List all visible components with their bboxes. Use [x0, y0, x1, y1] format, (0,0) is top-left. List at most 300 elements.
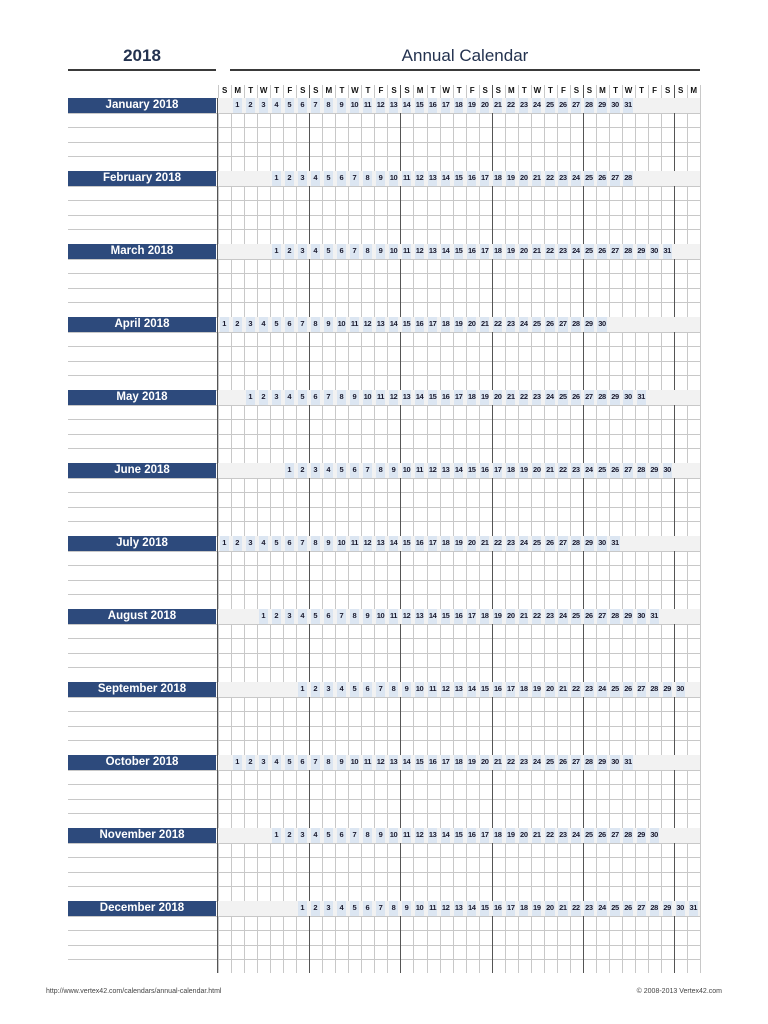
day-cell: 13	[415, 609, 424, 624]
day-cell: 24	[571, 828, 580, 843]
day-cell: 30	[610, 98, 619, 113]
day-cell: 10	[337, 536, 346, 551]
day-cell: 6	[324, 609, 333, 624]
grid-row-line	[68, 799, 700, 800]
day-cell: 7	[376, 682, 385, 697]
day-cell: 29	[610, 390, 619, 405]
day-cell: 25	[532, 536, 541, 551]
day-cell: 8	[337, 390, 346, 405]
weekday-header: T	[521, 86, 527, 95]
day-cell: 7	[311, 755, 320, 770]
day-cell: 29	[663, 682, 672, 697]
day-cell: 25	[545, 98, 554, 113]
day-cell: 2	[285, 828, 294, 843]
weekday-header: S	[678, 86, 684, 95]
day-cell: 6	[285, 317, 294, 332]
weekday-header: S	[300, 86, 306, 95]
day-cell: 4	[311, 244, 320, 259]
day-cell: 10	[389, 171, 398, 186]
day-cell: 31	[610, 536, 619, 551]
day-cell: 25	[558, 390, 567, 405]
day-cell: 11	[363, 755, 372, 770]
weekday-header: W	[351, 86, 359, 95]
day-cell: 7	[350, 244, 359, 259]
day-cell: 28	[610, 609, 619, 624]
day-cell: 29	[637, 244, 646, 259]
day-cell: 8	[376, 463, 385, 478]
day-cell: 20	[519, 828, 528, 843]
day-cell: 1	[272, 171, 281, 186]
day-cell: 2	[285, 171, 294, 186]
day-cell: 16	[467, 171, 476, 186]
day-cell: 11	[415, 463, 424, 478]
day-cell: 15	[402, 317, 411, 332]
day-cell: 21	[506, 390, 515, 405]
day-cell: 27	[558, 317, 567, 332]
day-cell: 19	[467, 98, 476, 113]
weekday-header: S	[482, 86, 488, 95]
month-label: December 2018	[68, 901, 216, 916]
grid-row-line	[68, 521, 700, 522]
day-cell: 13	[376, 317, 385, 332]
day-cell: 9	[389, 463, 398, 478]
day-cell: 2	[246, 755, 255, 770]
day-cell: 3	[272, 390, 281, 405]
day-cell: 17	[493, 463, 502, 478]
day-cell: 28	[584, 98, 593, 113]
day-cell: 30	[637, 609, 646, 624]
day-cell: 9	[337, 755, 346, 770]
weekday-header: M	[416, 86, 424, 95]
day-cell: 24	[571, 244, 580, 259]
day-cell: 27	[637, 682, 646, 697]
day-cell: 21	[480, 317, 489, 332]
day-cell: 23	[558, 244, 567, 259]
day-cell: 31	[623, 98, 632, 113]
day-cell: 29	[597, 98, 606, 113]
day-cell: 2	[246, 98, 255, 113]
day-cell: 26	[545, 536, 554, 551]
grid-row-line	[68, 638, 700, 639]
day-cell: 9	[402, 901, 411, 916]
day-cell: 22	[545, 244, 554, 259]
day-cell: 25	[610, 682, 619, 697]
day-cell: 26	[584, 609, 593, 624]
day-cell: 21	[519, 609, 528, 624]
day-cell: 14	[389, 317, 398, 332]
day-cell: 14	[441, 171, 450, 186]
day-cell: 1	[259, 609, 268, 624]
day-cell: 5	[324, 244, 333, 259]
day-cell: 15	[480, 901, 489, 916]
day-cell: 29	[663, 901, 672, 916]
day-cell: 6	[337, 828, 346, 843]
day-cell: 12	[441, 682, 450, 697]
day-cell: 21	[493, 755, 502, 770]
day-cell: 9	[324, 536, 333, 551]
day-cell: 20	[545, 901, 554, 916]
day-cell: 9	[376, 828, 385, 843]
day-cell: 25	[597, 463, 606, 478]
month-label: February 2018	[68, 171, 216, 186]
weekday-header: S	[573, 86, 580, 95]
day-cell: 26	[623, 901, 632, 916]
day-cell: 12	[415, 244, 424, 259]
day-cell: 31	[689, 901, 698, 916]
day-cell: 3	[285, 609, 294, 624]
day-cell: 23	[558, 828, 567, 843]
day-cell: 14	[454, 463, 463, 478]
day-cell: 24	[545, 390, 554, 405]
day-cell: 18	[493, 828, 502, 843]
day-cell: 5	[272, 317, 281, 332]
day-cell: 14	[467, 901, 476, 916]
day-cell: 10	[350, 98, 359, 113]
day-cell: 23	[571, 463, 580, 478]
day-cell: 18	[441, 317, 450, 332]
day-cell: 10	[415, 682, 424, 697]
day-cell: 26	[597, 171, 606, 186]
day-cell: 16	[415, 317, 424, 332]
month-label: August 2018	[68, 609, 216, 624]
day-cell: 18	[493, 171, 502, 186]
day-cell: 26	[558, 755, 567, 770]
grid-row-line	[68, 419, 700, 420]
day-cell: 19	[454, 536, 463, 551]
day-cell: 7	[324, 390, 333, 405]
day-cell: 14	[467, 682, 476, 697]
grid-row-line	[68, 813, 700, 814]
day-cell: 2	[298, 463, 307, 478]
day-cell: 16	[441, 390, 450, 405]
day-cell: 6	[350, 463, 359, 478]
day-cell: 18	[480, 609, 489, 624]
weekday-header: F	[560, 86, 566, 95]
weekday-header: M	[325, 86, 333, 95]
day-cell: 8	[324, 755, 333, 770]
day-cell: 15	[428, 390, 437, 405]
day-cell: 22	[519, 390, 528, 405]
weekday-header: F	[378, 86, 384, 95]
day-cell: 12	[376, 98, 385, 113]
day-cell: 22	[506, 755, 515, 770]
day-cell: 17	[480, 828, 489, 843]
day-cell: 17	[441, 755, 450, 770]
day-cell: 15	[415, 755, 424, 770]
day-cell: 24	[519, 317, 528, 332]
day-cell: 25	[610, 901, 619, 916]
day-cell: 10	[363, 390, 372, 405]
day-cell: 18	[493, 244, 502, 259]
day-cell: 27	[597, 609, 606, 624]
day-cell: 24	[597, 682, 606, 697]
grid-row-line	[68, 565, 700, 566]
day-cell: 18	[454, 98, 463, 113]
day-cell: 3	[324, 682, 333, 697]
day-cell: 20	[519, 171, 528, 186]
weekday-header: S	[313, 86, 319, 95]
day-cell: 17	[480, 171, 489, 186]
day-cell: 4	[259, 317, 268, 332]
day-cell: 26	[558, 98, 567, 113]
day-cell: 3	[246, 317, 255, 332]
day-cell: 11	[363, 98, 372, 113]
day-cell: 3	[311, 463, 320, 478]
day-cell: 27	[610, 828, 619, 843]
day-cell: 15	[480, 682, 489, 697]
day-cell: 19	[493, 609, 502, 624]
day-cell: 9	[350, 390, 359, 405]
day-cell: 17	[480, 244, 489, 259]
day-cell: 26	[610, 463, 619, 478]
grid-row-line	[68, 930, 700, 931]
day-cell: 2	[272, 609, 281, 624]
day-cell: 26	[623, 682, 632, 697]
day-cell: 7	[311, 98, 320, 113]
weekday-header: T	[639, 86, 645, 95]
day-cell: 4	[337, 901, 346, 916]
day-cell: 1	[233, 755, 242, 770]
day-cell: 19	[506, 828, 515, 843]
day-cell: 14	[441, 244, 450, 259]
day-cell: 8	[363, 244, 372, 259]
year-title: 2018	[68, 46, 216, 71]
weekday-header: S	[391, 86, 397, 95]
day-cell: 12	[389, 390, 398, 405]
day-cell: 20	[480, 98, 489, 113]
day-cell: 6	[298, 98, 307, 113]
weekday-header: M	[507, 86, 515, 95]
day-cell: 11	[428, 901, 437, 916]
day-cell: 20	[545, 682, 554, 697]
day-cell: 20	[467, 317, 476, 332]
day-cell: 10	[402, 463, 411, 478]
day-cell: 3	[246, 536, 255, 551]
day-cell: 28	[623, 244, 632, 259]
day-cell: 6	[363, 901, 372, 916]
grid-row-line	[68, 156, 700, 157]
day-cell: 26	[597, 828, 606, 843]
day-cell: 9	[376, 171, 385, 186]
day-cell: 31	[637, 390, 646, 405]
day-cell: 6	[311, 390, 320, 405]
day-cell: 26	[597, 244, 606, 259]
weekday-header: T	[365, 86, 371, 95]
day-cell: 14	[389, 536, 398, 551]
day-cell: 17	[428, 536, 437, 551]
day-cell: 10	[337, 317, 346, 332]
day-cell: 28	[650, 682, 659, 697]
day-cell: 15	[467, 463, 476, 478]
day-cell: 1	[272, 244, 281, 259]
day-cell: 4	[311, 171, 320, 186]
grid-row-line	[68, 448, 700, 449]
day-cell: 30	[650, 244, 659, 259]
day-cell: 16	[467, 244, 476, 259]
day-cell: 22	[532, 609, 541, 624]
day-cell: 9	[402, 682, 411, 697]
grid-column-line	[700, 85, 701, 973]
day-cell: 28	[623, 171, 632, 186]
day-cell: 23	[558, 171, 567, 186]
day-cell: 17	[428, 317, 437, 332]
day-cell: 30	[597, 317, 606, 332]
day-cell: 19	[480, 390, 489, 405]
day-cell: 21	[558, 901, 567, 916]
day-cell: 21	[532, 171, 541, 186]
day-cell: 4	[298, 609, 307, 624]
day-cell: 1	[298, 901, 307, 916]
day-cell: 23	[506, 536, 515, 551]
day-cell: 13	[454, 682, 463, 697]
day-cell: 24	[584, 463, 593, 478]
day-cell: 8	[363, 828, 372, 843]
weekday-header: S	[221, 86, 228, 95]
day-cell: 23	[519, 98, 528, 113]
day-cell: 14	[402, 755, 411, 770]
day-cell: 22	[493, 536, 502, 551]
day-cell: 26	[545, 317, 554, 332]
weekday-header: F	[469, 86, 475, 95]
grid-row-line	[68, 711, 700, 712]
day-cell: 13	[441, 463, 450, 478]
day-cell: 30	[610, 755, 619, 770]
day-cell: 20	[493, 390, 502, 405]
day-cell: 7	[376, 901, 385, 916]
day-cell: 8	[311, 317, 320, 332]
day-cell: 12	[428, 463, 437, 478]
month-label: November 2018	[68, 828, 216, 843]
day-cell: 27	[610, 244, 619, 259]
day-cell: 5	[350, 682, 359, 697]
day-cell: 25	[532, 317, 541, 332]
weekday-header: W	[259, 86, 268, 95]
day-cell: 6	[363, 682, 372, 697]
day-cell: 4	[272, 755, 281, 770]
day-cell: 23	[506, 317, 515, 332]
day-cell: 25	[584, 244, 593, 259]
day-cell: 7	[298, 317, 307, 332]
grid-row-line	[68, 361, 700, 362]
day-cell: 27	[558, 536, 567, 551]
weekday-header: M	[690, 86, 698, 95]
day-cell: 18	[454, 755, 463, 770]
day-cell: 29	[597, 755, 606, 770]
day-cell: 5	[311, 609, 320, 624]
grid-row-line	[68, 857, 700, 858]
day-cell: 19	[532, 682, 541, 697]
grid-row-line	[68, 288, 700, 289]
month-label: May 2018	[68, 390, 216, 405]
day-cell: 1	[285, 463, 294, 478]
day-cell: 13	[428, 244, 437, 259]
day-cell: 7	[337, 609, 346, 624]
month-label: June 2018	[68, 463, 216, 478]
footer-url: http://www.vertex42.com/calendars/annual-calendar.html	[46, 988, 222, 995]
day-cell: 1	[220, 536, 229, 551]
grid-row-line	[68, 434, 700, 435]
day-cell: 17	[467, 609, 476, 624]
day-cell: 10	[415, 901, 424, 916]
day-cell: 18	[519, 901, 528, 916]
weekday-header: T	[430, 86, 436, 95]
day-cell: 13	[389, 98, 398, 113]
day-cell: 12	[441, 901, 450, 916]
day-cell: 15	[454, 244, 463, 259]
grid-row-line	[68, 667, 700, 668]
grid-row-line	[68, 127, 700, 128]
grid-row-line	[68, 492, 700, 493]
day-cell: 19	[506, 171, 515, 186]
day-cell: 9	[363, 609, 372, 624]
day-cell: 7	[363, 463, 372, 478]
day-cell: 27	[571, 755, 580, 770]
day-cell: 17	[506, 901, 515, 916]
day-cell: 25	[584, 828, 593, 843]
day-cell: 19	[506, 244, 515, 259]
day-cell: 4	[324, 463, 333, 478]
day-cell: 8	[389, 901, 398, 916]
grid-row-line	[68, 580, 700, 581]
day-cell: 2	[233, 536, 242, 551]
day-cell: 30	[597, 536, 606, 551]
day-cell: 15	[415, 98, 424, 113]
day-cell: 9	[324, 317, 333, 332]
day-cell: 13	[454, 901, 463, 916]
day-cell: 23	[584, 682, 593, 697]
day-cell: 5	[337, 463, 346, 478]
day-cell: 5	[272, 536, 281, 551]
day-cell: 11	[402, 828, 411, 843]
day-cell: 20	[519, 244, 528, 259]
day-cell: 12	[415, 828, 424, 843]
grid-row-line	[68, 375, 700, 376]
day-cell: 28	[571, 536, 580, 551]
day-cell: 21	[558, 682, 567, 697]
weekday-header: W	[624, 86, 633, 95]
grid-row-line	[68, 959, 700, 960]
day-cell: 8	[389, 682, 398, 697]
day-cell: 8	[324, 98, 333, 113]
day-cell: 11	[402, 171, 411, 186]
day-cell: 2	[311, 682, 320, 697]
day-cell: 5	[324, 828, 333, 843]
day-cell: 30	[676, 682, 685, 697]
month-label: October 2018	[68, 755, 216, 770]
day-cell: 12	[363, 317, 372, 332]
day-cell: 31	[663, 244, 672, 259]
day-cell: 10	[389, 828, 398, 843]
grid-row-line	[68, 142, 700, 143]
weekday-header: T	[613, 86, 618, 95]
day-cell: 8	[350, 609, 359, 624]
day-cell: 10	[376, 609, 385, 624]
day-cell: 4	[311, 828, 320, 843]
day-cell: 25	[584, 171, 593, 186]
day-cell: 1	[272, 828, 281, 843]
day-cell: 1	[233, 98, 242, 113]
day-cell: 9	[337, 98, 346, 113]
day-cell: 13	[389, 755, 398, 770]
day-cell: 29	[637, 828, 646, 843]
day-cell: 24	[519, 536, 528, 551]
day-cell: 12	[363, 536, 372, 551]
day-cell: 16	[415, 536, 424, 551]
day-cell: 1	[220, 317, 229, 332]
day-cell: 22	[558, 463, 567, 478]
day-cell: 30	[663, 463, 672, 478]
day-cell: 19	[454, 317, 463, 332]
